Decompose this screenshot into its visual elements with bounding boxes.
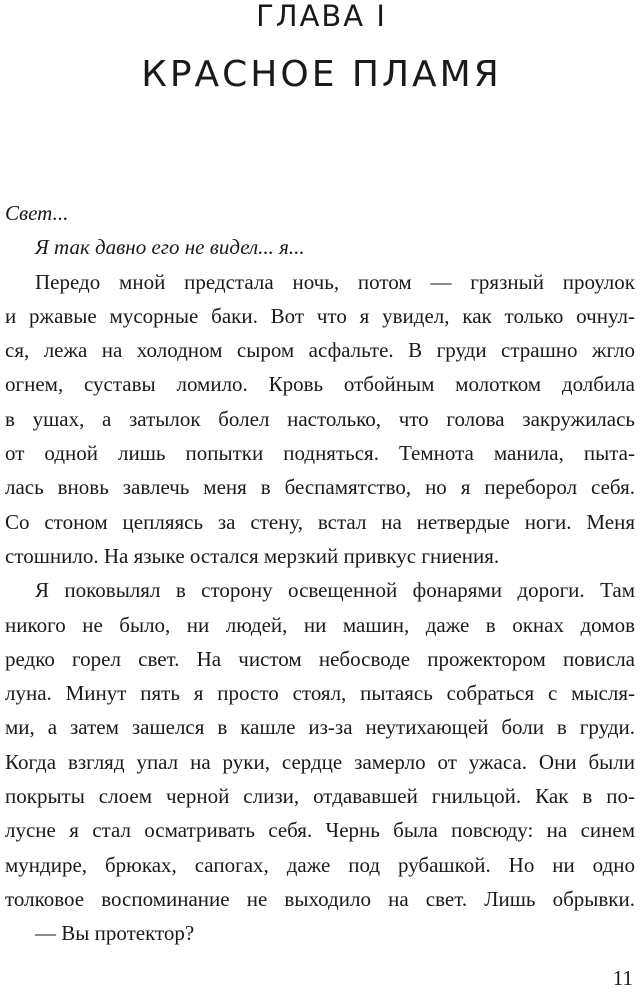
text-line: лусне я стал осматривать себя. Чернь была повсюду: на синем [5,818,635,843]
text-line: Передо мной предстала ночь, потом — грязный проулок [35,269,635,294]
chapter-number: ГЛАВА I [256,0,387,33]
text-line: мундире, брюках, сапогах, даже под рубашкой. Но ни одно [5,852,635,877]
text-line: никого не было, ни людей, ни машин, даже в окнах домов [5,612,635,637]
chapter-body-text [5,196,635,951]
text-line: Я поковылял в сторону освещенной фонарями дороги. Там [35,578,635,603]
text-line: от одной лишь попытки подняться. Темнота манила, пыта- [5,441,635,466]
text-line: редко горел свет. На чистом небосводе прожектором повисла [5,646,635,671]
text-line: Со стоном цепляясь за стену, встал на нетвердые ноги. Меня [5,509,635,534]
text-line: и ржавые мусорные баки. Вот что я увидел, как только очнул- [5,303,635,328]
page-number: 11 [612,966,633,990]
text-line: покрыты слоем черной слизи, отдававшей гнильцой. Как в по- [5,784,635,809]
text-line: Когда взгляд упал на руки, сердце замерло от ужаса. Они были [5,749,635,774]
text-line: Свет... [5,201,69,225]
text-line: Я так давно его не видел... я... [35,235,305,260]
text-line: ся, лежа на холодном сыром асфальте. В груди страшно жгло [5,338,635,363]
text-line: в ушах, а затылок болел настолько, что голова закружилась [5,406,635,431]
text-line: огнем, суставы ломило. Кровь отбойным молотком долбила [5,372,635,397]
text-line: лась вновь завлечь меня в беспамятство, но я переборол себя. [5,475,635,500]
text-line: толковое воспоминание не выходило на свет. Лишь обрывки. [5,886,635,911]
text-line: стошнило. На языке остался мерзкий привкус гниения. [5,543,500,568]
chapter-title: КРАСНОЕ ПЛАМЯ [141,54,502,95]
text-line: луна. Минут пять я просто стоял, пытаясь собраться с мысля- [5,681,635,706]
text-line: — Вы протектор? [35,921,195,946]
text-line: ми, а затем зашелся в кашле из-за неутихающей боли в груди. [5,715,635,740]
